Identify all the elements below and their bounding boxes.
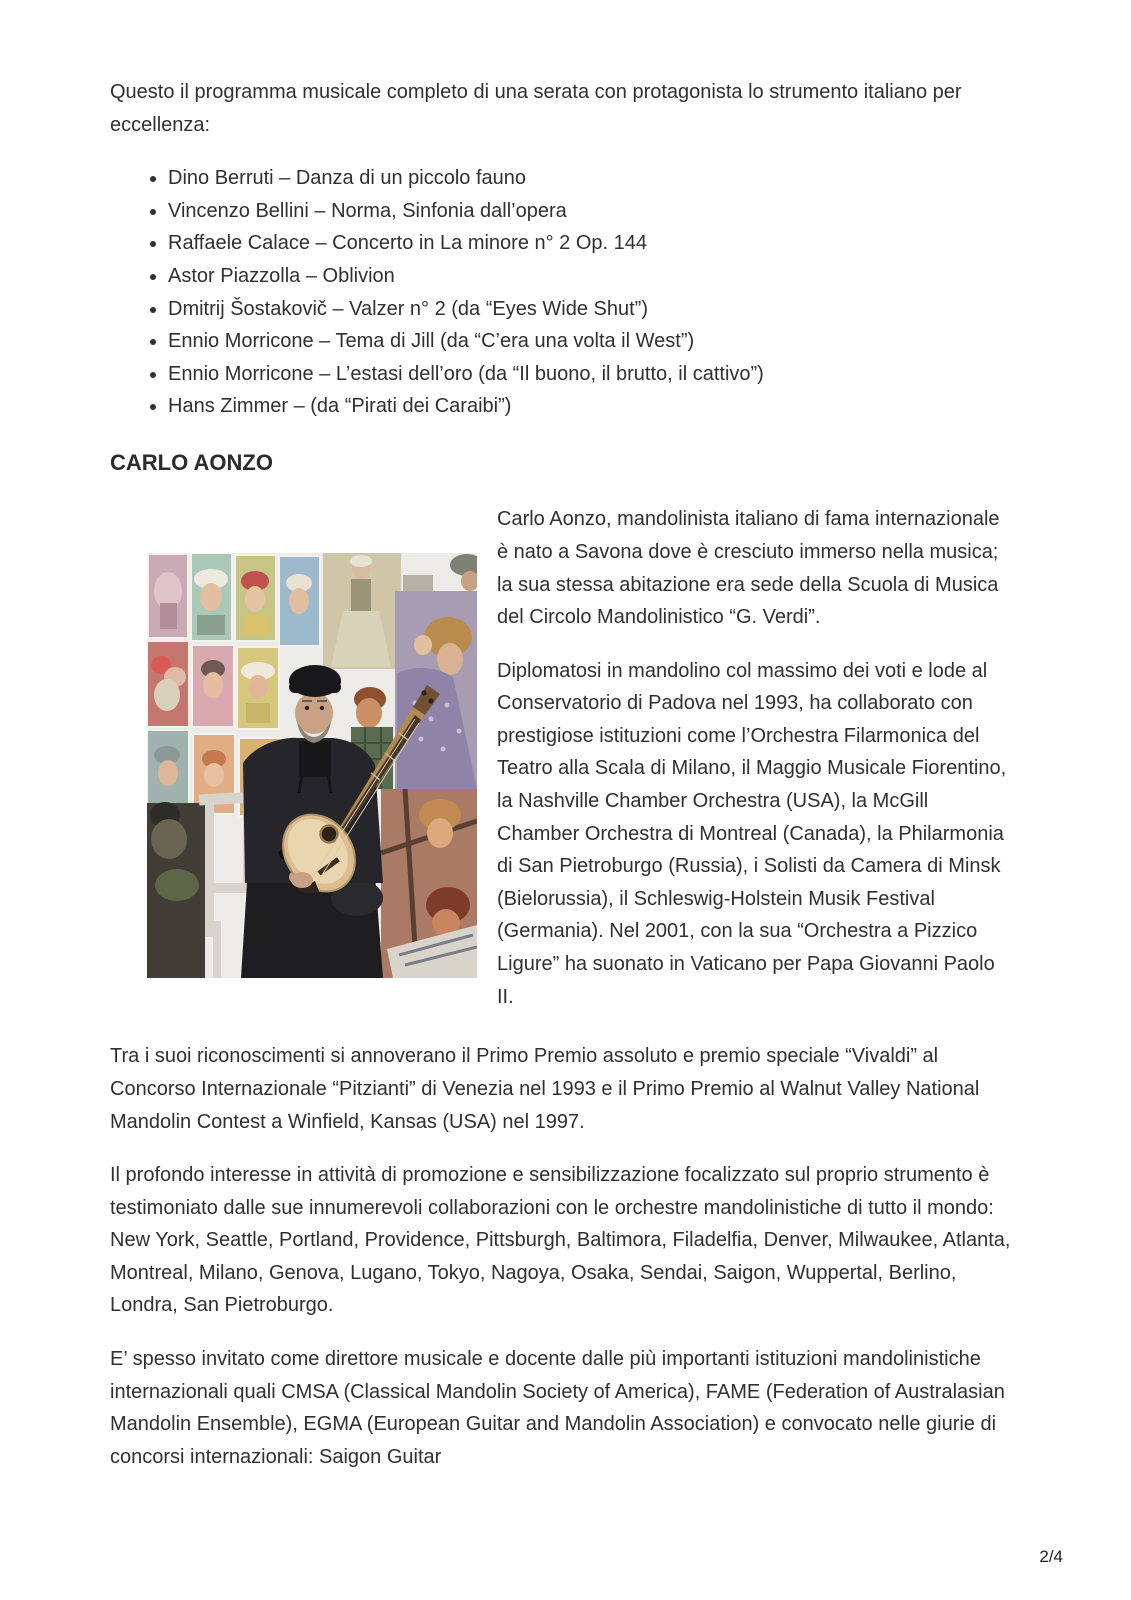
program-item: • Ennio Morricone – L’estasi dell’oro (da “Il buono, il brutto, il cattivo”) [168, 358, 1011, 391]
program-item: • Dmitrij Šostakovič – Valzer n° 2 (da “Eyes Wide Shut”) [168, 293, 1011, 326]
carlo-aonzo-photo-illustration [147, 553, 477, 978]
program-list [110, 162, 1011, 423]
body-paragraph: Tra i suoi riconoscimenti si annoverano il Primo Premio assoluto e premio speciale “Vivaldi” al Concorso Internazionale “Pitzianti” di Venezia nel 1993 e il Primo Premio al Walnut Valley National Mandolin Contest a Winfield, Kansas (USA) nel 1997. [110, 1045, 980, 1133]
program-item: • Vincenzo Bellini – Norma, Sinfonia dall’opera [168, 195, 1011, 228]
carlo-aonzo-photo [147, 553, 477, 978]
section-heading: CARLO AONZO [110, 449, 273, 475]
body-paragraph: Il profondo interesse in attività di promozione e sensibilizzazione focalizzato sul proprio strumento è testimoniato dalle sue innumerevoli collaborazioni con le orchestre mandolinistiche di tutto il mondo: New York, Seattle, Portland, Providence, Pittsburgh, Baltimora, Filadelfia, Denver, Milwaukee, Atlanta, Montreal, Milano, Genova, Lugano, Tokyo, Nagoya, Osaka, Sendai, Saigon, Wuppertal, Berlino, Londra, San Pietroburgo. [110, 1164, 1011, 1317]
bio-section [110, 503, 1011, 1040]
body-paragraph: E’ spesso invitato come direttore musicale e docente dalle più importanti istituzioni mandolinistiche internazionali quali CMSA (Classical Mandolin Society of America), FAME (Federation of Australasian Mandolin Ensemble), EGMA (European Guitar and Mandolin Association) e convocato nelle giurie di concorsi internazionali: Saigon Guitar [110, 1348, 1005, 1468]
program-item: • Raffaele Calace – Concerto in La minore n° 2 Op. 144 [168, 227, 1011, 260]
program-item: • Astor Piazzolla – Oblivion [168, 260, 1011, 293]
program-item: • Ennio Morricone – Tema di Jill (da “C’era una volta il West”) [168, 325, 1011, 358]
program-item: • Dino Berruti – Danza di un piccolo fauno [168, 162, 1011, 195]
bio-paragraph: Diplomatosi in mandolino col massimo dei voti e lode al Conservatorio di Padova nel 1993, ha collaborato con prestigiose istituzioni come l’Orchestra Filarmonica del Teatro alla Scala di Milano, il Maggio Musicale Fiorentino, la Nashville Chamber Orchestra (USA), la McGill Chamber Orchestra di Montreal (Canada), la Philarmonia di San Pietroburgo (Russia), i Solisti da Camera di Minsk (Bielorussia), il Schleswig-Holstein Musik Festival (Germania). Nel 2001, con la sua “Orchestra a Pizzico Ligure” ha suonato in Vaticano per Papa Giovanni Paolo II. [497, 659, 1007, 1008]
bio-paragraph: Carlo Aonzo, mandolinista italiano di fama internazionale è nato a Savona dove è cresciuto immerso nella musica; la sua stessa abitazione era sede della Scuola di Musica del Circolo Mandolinistico “G. Verdi”. [497, 508, 1000, 629]
intro-paragraph: Questo il programma musicale completo di una serata con protagonista lo strumento italiano per eccellenza: [110, 81, 962, 136]
document-body [110, 76, 1011, 1494]
program-item: • Hans Zimmer – (da “Pirati dei Caraibi”) [168, 390, 1011, 423]
page-number: 2/4 [1039, 1547, 1063, 1566]
